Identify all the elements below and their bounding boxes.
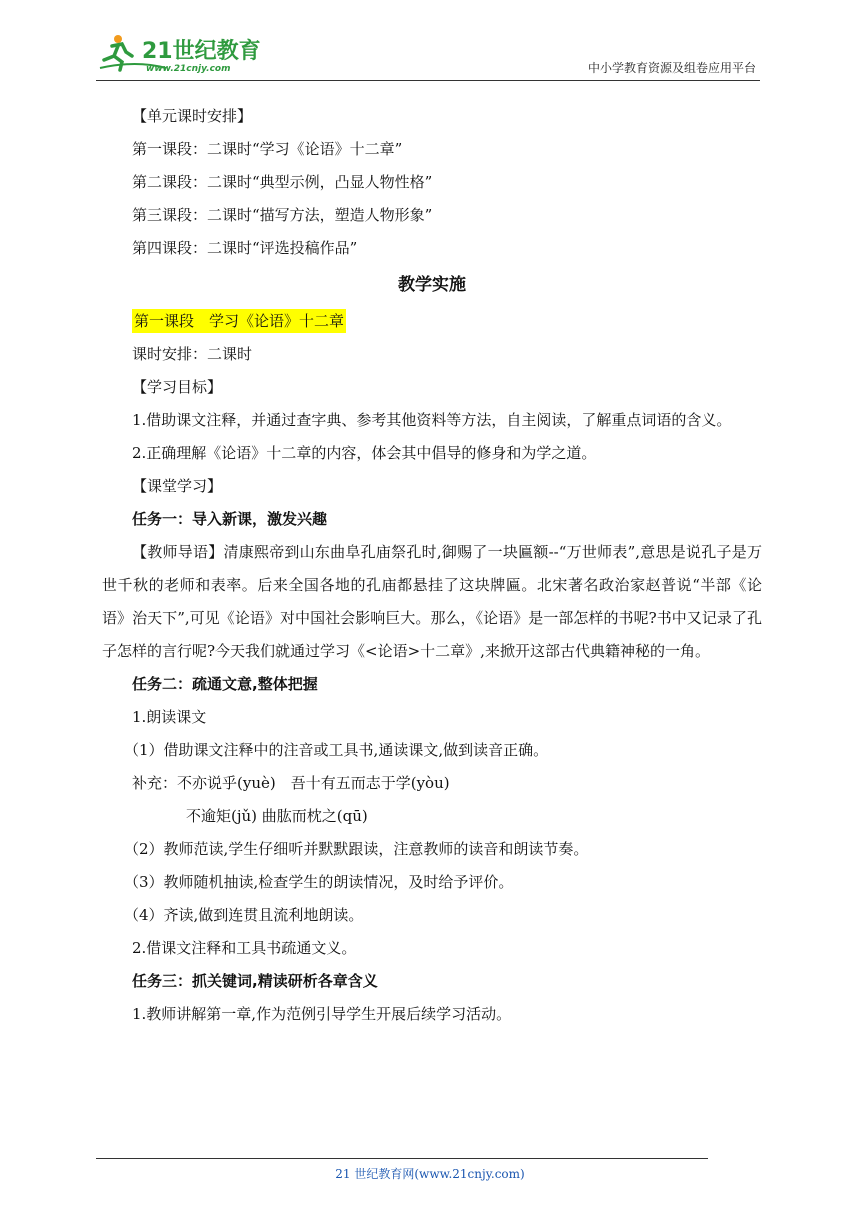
task2-title: 任务二：疏通文意,整体把握 bbox=[132, 675, 318, 693]
task1-paragraph: 【教师导语】清康熙帝到山东曲阜孔庙祭孔时,御赐了一块匾额--“万世师表”,意思是说孔子是万世千秋的老师和表率。后来全国各地的孔庙都悬挂了这块牌匾。北宋著名政治家赵普说“半部《论语》治天下”,可见《论语》对中国社会影响巨大。那么，《论语》是一部怎样的书呢?书中又记录了孔子怎样的言行呢?今天我们就通过学习《<论语>十二章》,来掀开这部古代典籍神秘的一角。 bbox=[102, 543, 762, 660]
task2-supplement: 补充：不亦说乎(yuè) 吾十有五而志于学(yòu) bbox=[132, 774, 450, 792]
document-body bbox=[102, 100, 762, 1031]
schedule-title: 【单元课时安排】 bbox=[132, 107, 253, 125]
section-title: 教学实施 bbox=[398, 275, 466, 295]
schedule-item: 第一课段：二课时“学习《论语》十二章” bbox=[132, 140, 403, 158]
schedule-item: 第二课段：二课时“典型示例，凸显人物性格” bbox=[132, 173, 433, 191]
schedule-item: 第四课段：二课时“评选投稿作品” bbox=[132, 239, 358, 257]
task2-step: （1）借助课文注释中的注音或工具书,通读课文,做到读音正确。 bbox=[124, 741, 549, 759]
task2-supplement: 不逾矩(jǔ) 曲肱而枕之(qū) bbox=[186, 807, 368, 825]
task2-step: （4）齐读,做到连贯且流利地朗读。 bbox=[124, 906, 364, 924]
task3-item: 1.教师讲解第一章,作为范例引导学生开展后续学习活动。 bbox=[132, 1005, 512, 1023]
logo-text: 21世纪教育 bbox=[142, 39, 261, 64]
logo-url: www.21cnjy.com bbox=[146, 64, 231, 74]
footer-link[interactable]: 21 世纪教育网(www.21cnjy.com) bbox=[335, 1167, 525, 1181]
footer-divider bbox=[96, 1158, 708, 1159]
task2-step: （3）教师随机抽读,检查学生的朗读情况，及时给予评价。 bbox=[124, 873, 514, 891]
task2-item: 2.借课文注释和工具书疏通文义。 bbox=[132, 939, 357, 957]
goals-title: 【学习目标】 bbox=[132, 378, 223, 396]
class-hours: 课时安排：二课时 bbox=[132, 345, 253, 363]
segment-heading: 第一课段 学习《论语》十二章 bbox=[132, 309, 346, 333]
page-header bbox=[96, 24, 760, 81]
task2-step: （2）教师范读,学生仔细听并默默跟读，注意教师的读音和朗读节奏。 bbox=[124, 840, 589, 858]
classroom-title: 【课堂学习】 bbox=[132, 477, 223, 495]
task3-title: 任务三：抓关键词,精读研析各章含义 bbox=[132, 972, 378, 990]
task2-read-title: 1.朗读课文 bbox=[132, 708, 207, 726]
schedule-item: 第三课段：二课时“描写方法，塑造人物形象” bbox=[132, 206, 433, 224]
task1-title: 任务一：导入新课，激发兴趣 bbox=[132, 510, 328, 528]
logo-21cnjy bbox=[96, 30, 266, 76]
goal-item: 1.借助课文注释，并通过查字典、参考其他资料等方法，自主阅读，了解重点词语的含义。 bbox=[132, 411, 732, 429]
header-platform-name: 中小学教育资源及组卷应用平台 bbox=[587, 61, 756, 75]
goal-item: 2.正确理解《论语》十二章的内容，体会其中倡导的修身和为学之道。 bbox=[132, 444, 597, 462]
